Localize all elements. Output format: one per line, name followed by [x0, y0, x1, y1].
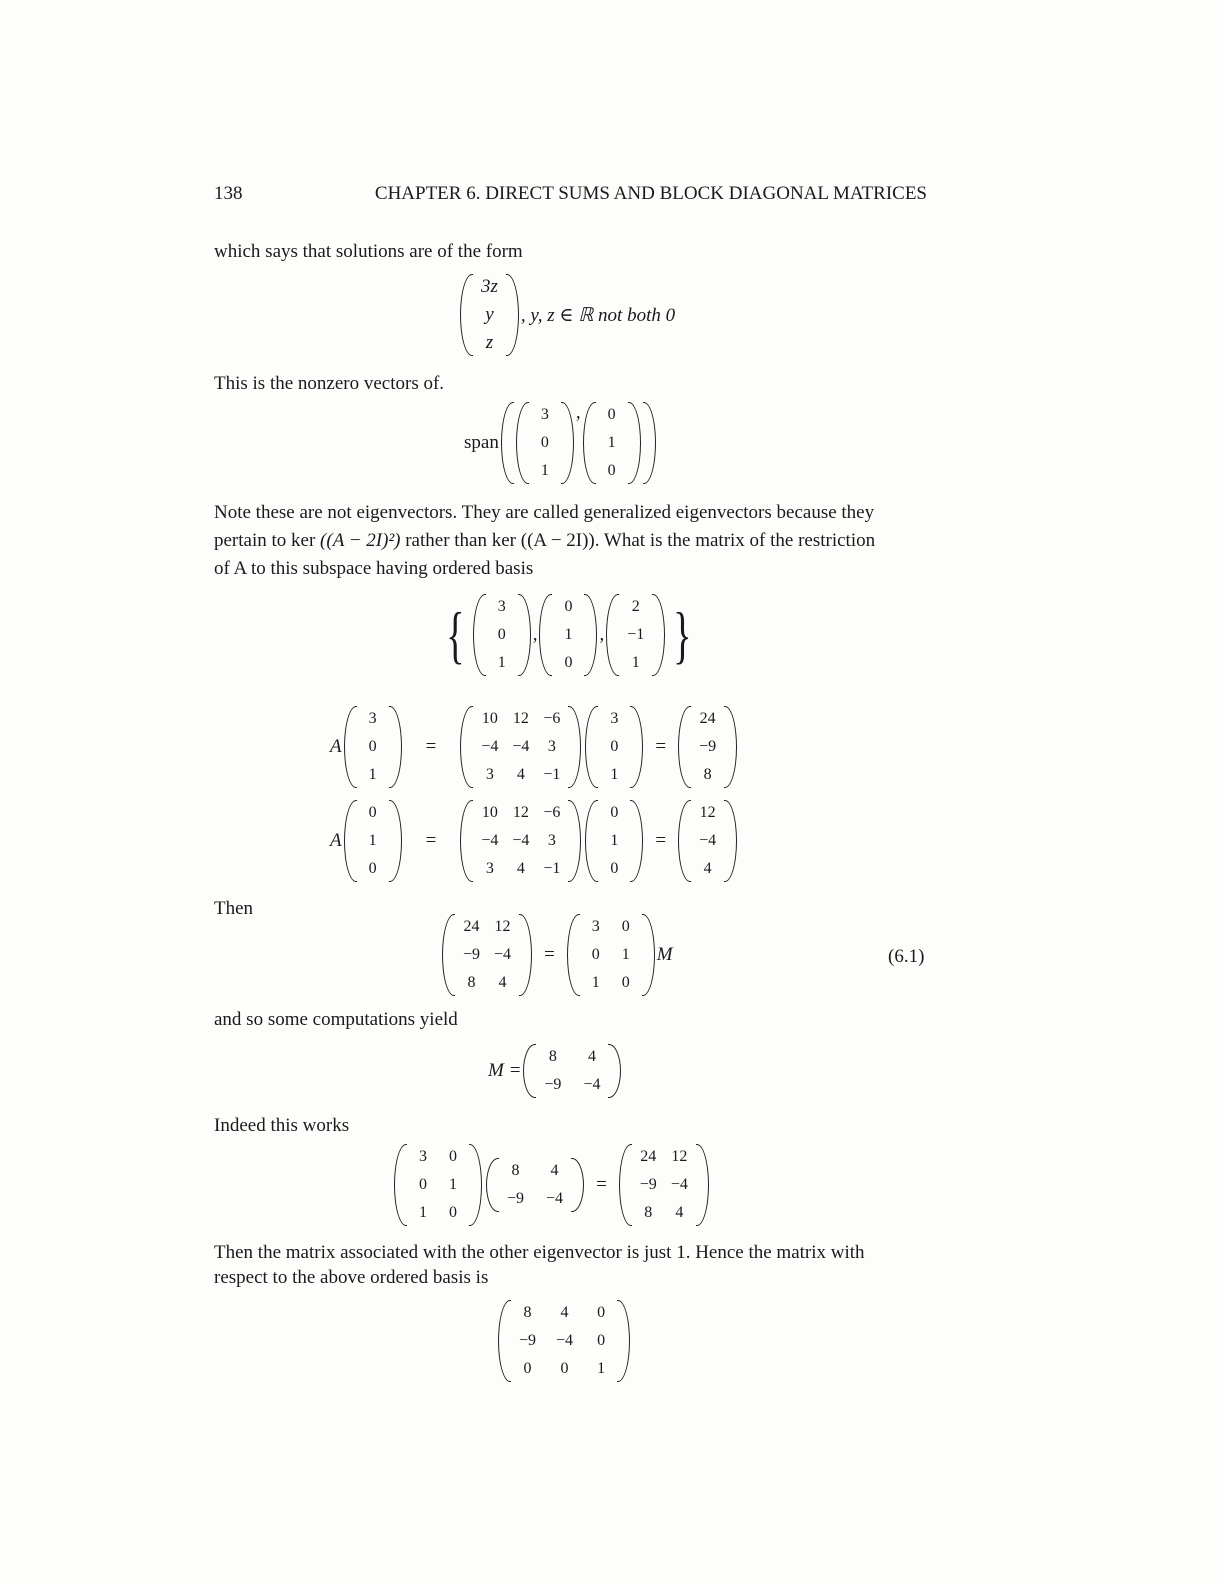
- page-number: 138: [214, 183, 243, 204]
- m-definition: M = 8 4 −9 −4: [488, 1044, 623, 1098]
- span-label: span: [464, 432, 499, 453]
- ordered-basis: { 3 0 1 , 0 1 0 , 2 −1 1 }: [440, 594, 698, 676]
- paragraph-1: which says that solutions are of the form: [214, 241, 523, 262]
- equation-number: (6.1): [888, 946, 925, 967]
- paragraph-5: Indeed this works: [214, 1115, 350, 1136]
- running-header: [214, 183, 927, 209]
- paragraph-3: Note these are not eigenvectors. They are called generalized eigenvectors because they pertain to ker ((A − 2I)²) rather than ker ((A − 2I)). What is the matrix of the restriction of A to this subspace having ordered basis: [214, 502, 876, 579]
- solution-condition: , y, z ∈ ℝ not both 0: [520, 304, 676, 326]
- paragraph-4: and so some computations yield: [214, 1009, 458, 1030]
- paragraph-2: This is the nonzero vectors of.: [214, 373, 445, 394]
- equation-row-2: A 0 1 0 = 10 12 −6 −4 −4 3 3 4 −1 0 1 0 = 12 −4 4: [330, 800, 739, 882]
- verification-equation: 3 0 0 1 1 0 8 4 −9 −4 = 24 12 −9 −4 8 4: [392, 1144, 711, 1226]
- final-matrix: 8 4 0 −9 −4 0 0 0 1: [496, 1300, 632, 1382]
- equation-row-1: A 3 0 1 = 10 12 −6 −4 −4 3 3 4 −1 3 0 1 = 24 −9 8: [330, 706, 739, 788]
- chapter-title: CHAPTER 6. DIRECT SUMS AND BLOCK DIAGONAL MATRICES: [374, 183, 927, 204]
- span-expression: span 3 0 1 , 0 1 0: [464, 402, 658, 484]
- solution-vector: 3z y z , y, z ∈ ℝ not both 0: [458, 274, 675, 356]
- equation-6-1: 24 12 −9 −4 8 4 = 3 0 0 1 1 0 M: [440, 914, 673, 996]
- then-label: Then: [214, 898, 254, 919]
- paragraph-6: Then the matrix associated with the other eigenvector is just 1. Hence the matrix with respect to the above ordered basis is: [214, 1242, 865, 1288]
